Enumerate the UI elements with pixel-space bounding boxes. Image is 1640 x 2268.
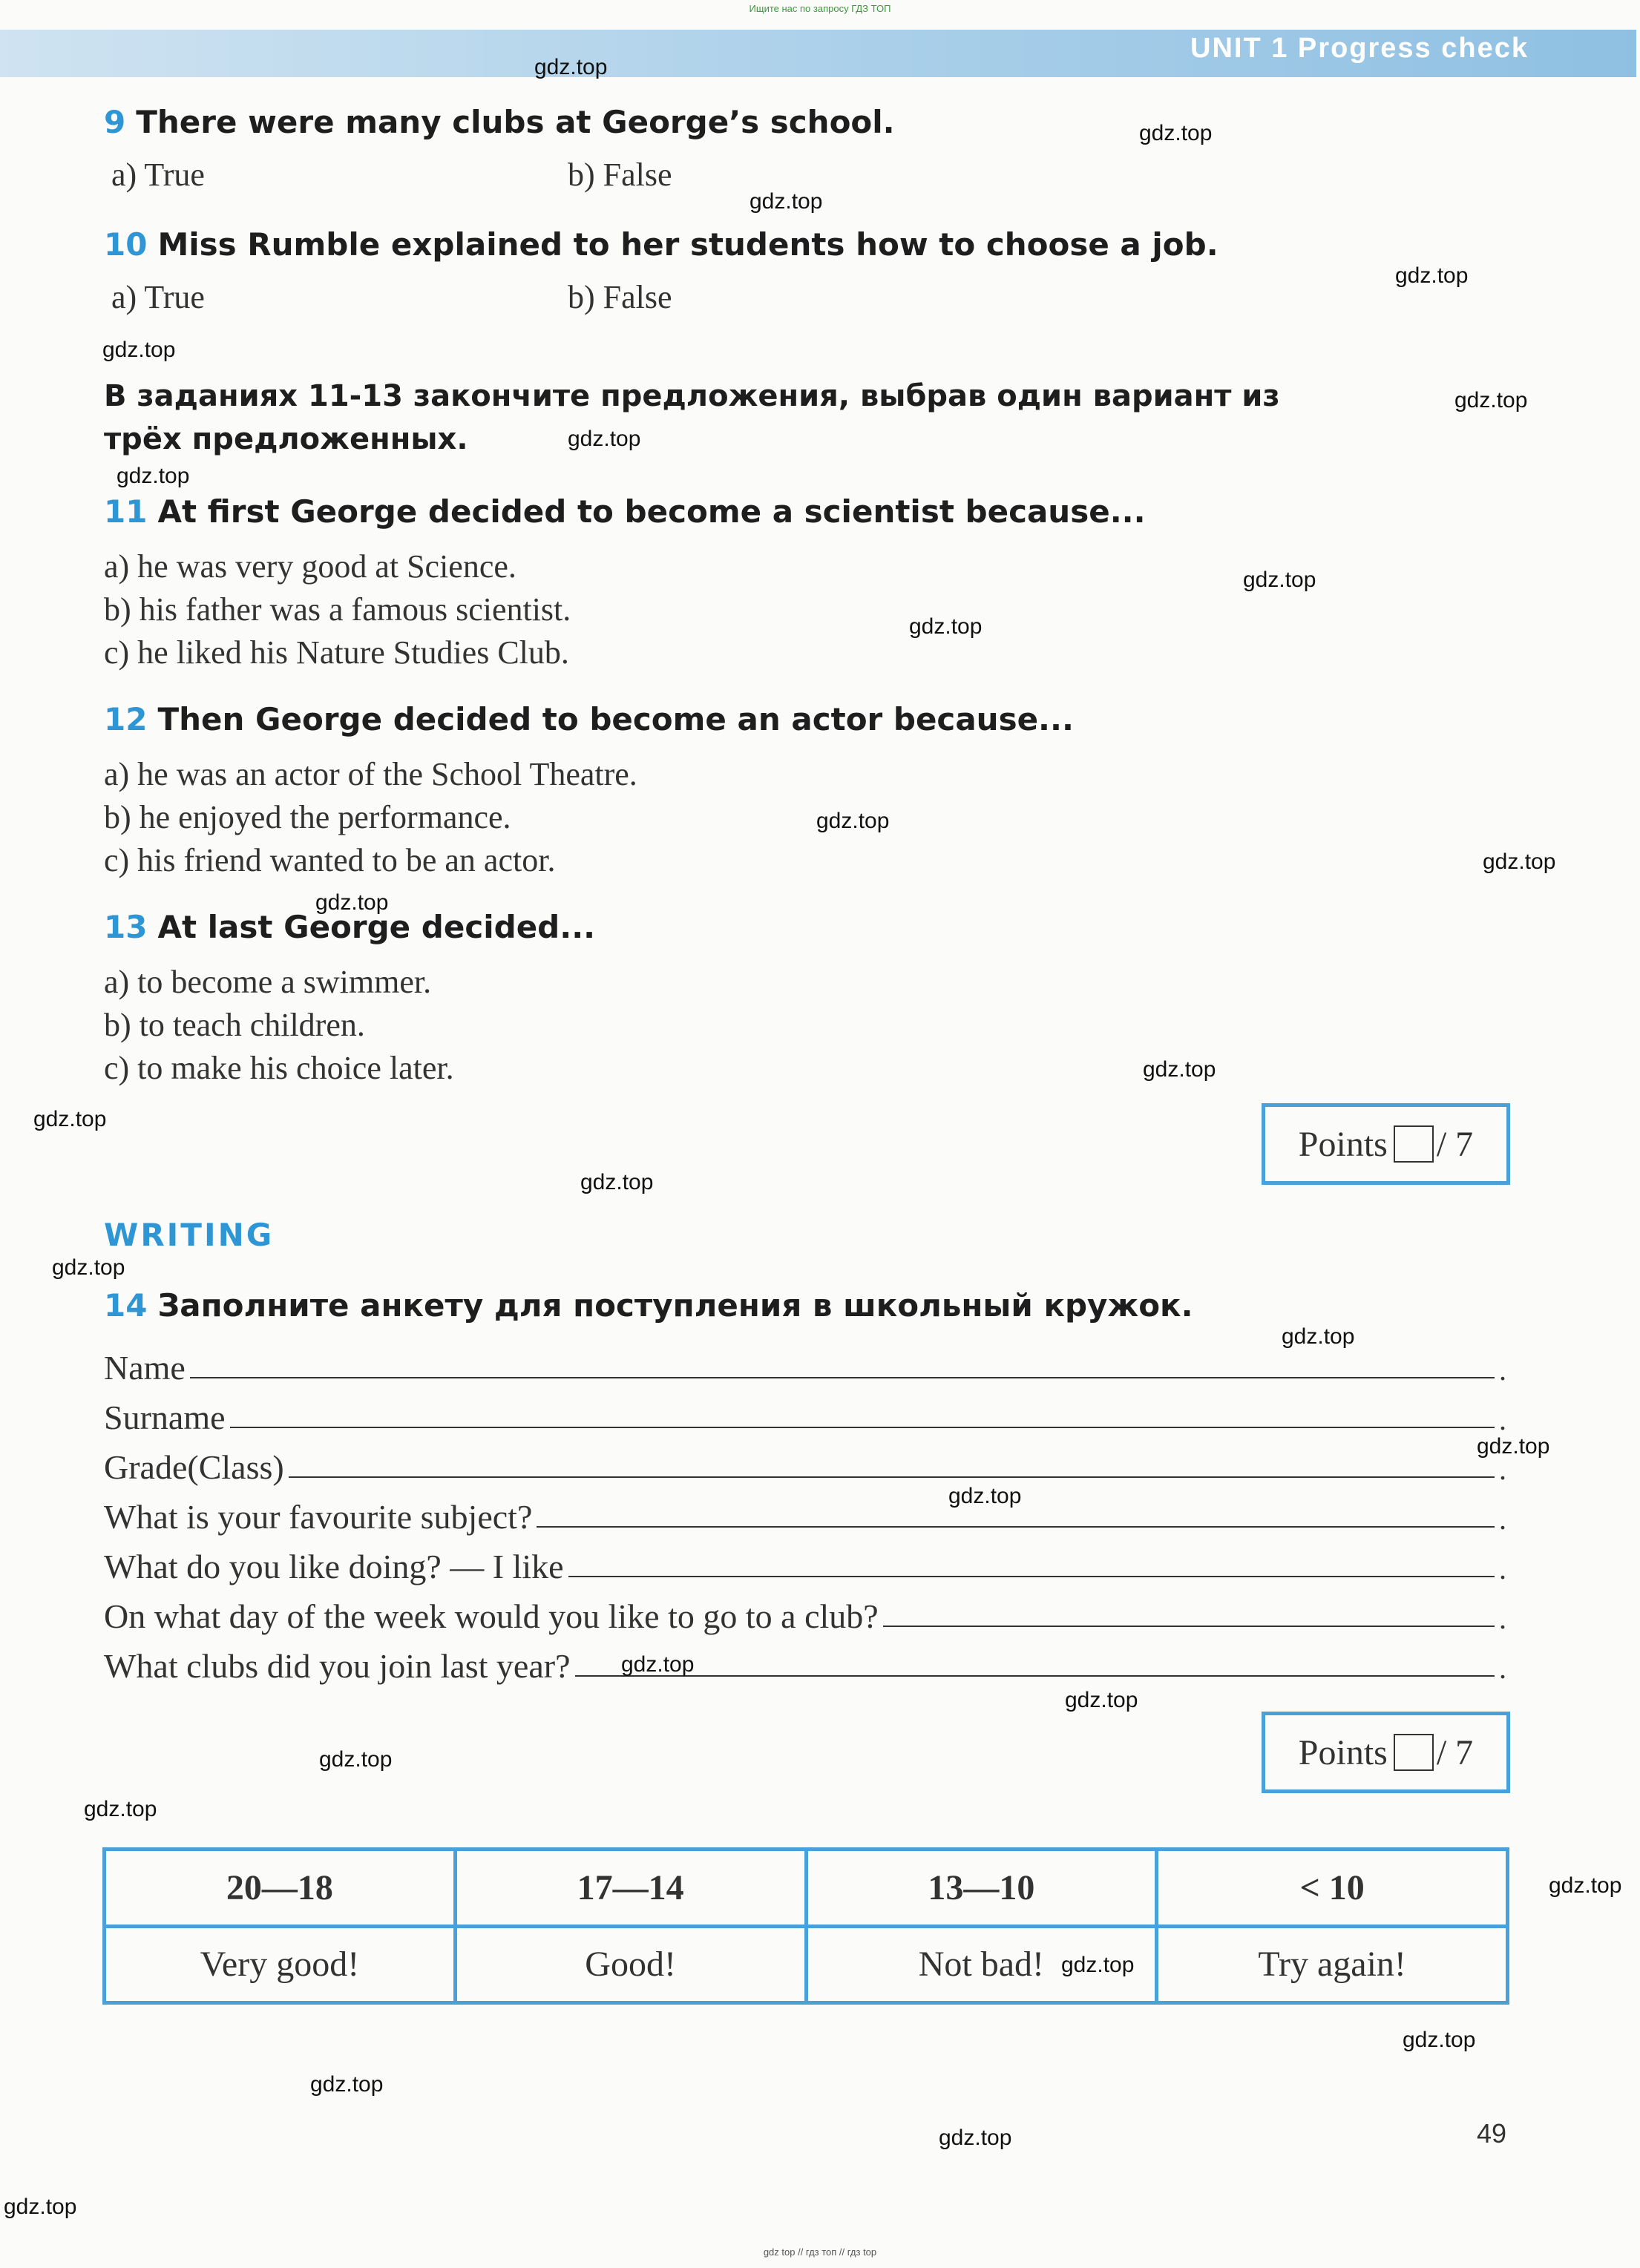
form-field-subject[interactable] [537,1526,1495,1528]
question-number: 12 [104,701,148,737]
watermark: gdz.top [1139,121,1213,145]
form-label: On what day of the week would you like to go to a club? [104,1597,879,1635]
q12-option-b: b) he enjoyed the performance. [104,799,511,835]
watermark: gdz.top [33,1107,107,1131]
q11-option-b: b) his father was a famous scientist. [104,591,571,628]
watermark: gdz.top [1549,1873,1622,1898]
q9-option-a: a) True [111,157,205,193]
form-dot: . [1499,1353,1506,1387]
form-label: What do you like doing? — I like [104,1548,564,1585]
watermark: gdz.top [84,1797,157,1821]
watermark: gdz.top [310,2072,384,2097]
watermark: gdz.top [1061,1953,1135,1977]
form-field-clubs-last-year[interactable] [575,1675,1495,1677]
watermark: gdz.top [750,189,823,214]
points-box-writing [1262,1712,1510,1793]
points-input[interactable] [1394,1125,1434,1163]
watermark: gdz.top [117,464,190,488]
question-text: At first George decided to become a scientist because... [157,493,1146,530]
score-range: 20—18 [105,1850,456,1927]
form-dot: . [1499,1453,1506,1486]
form-dot: . [1499,1651,1506,1685]
question-number: 11 [104,493,148,530]
form-dot: . [1499,1502,1506,1536]
form-row-like-doing [104,1540,1506,1586]
form-dot: . [1499,1552,1506,1585]
watermark: gdz.top [939,2126,1012,2150]
points-label: Points [1298,1732,1388,1772]
watermark: gdz.top [534,55,608,79]
watermark: gdz.top [4,2195,77,2219]
watermark: gdz.top [816,809,890,833]
q13-option-a: a) to become a swimmer. [104,964,432,1000]
q10-option-b: b) False [568,279,672,315]
form-field-name[interactable] [190,1377,1495,1378]
banner-title: UNIT 1 Progress check [1190,33,1529,64]
question-14 [104,1287,1193,1324]
watermark: gdz.top [1143,1057,1216,1082]
watermark: gdz.top [1403,2028,1476,2052]
question-text: At last George decided... [157,909,596,945]
points-input[interactable] [1394,1734,1434,1771]
question-text: There were many clubs at George’s school. [136,104,895,140]
watermark: gdz.top [319,1747,393,1772]
q11-option-a: a) he was very good at Science. [104,548,516,585]
question-11 [104,493,1146,530]
watermark: gdz.top [580,1170,654,1194]
form-field-grade[interactable] [289,1476,1495,1478]
q12-option-a: a) he was an actor of the School Theatre. [104,756,637,792]
score-result: Very good! [105,1926,456,2003]
form-row-club-day [104,1590,1506,1636]
watermark: gdz.top [315,890,389,915]
watermark: gdz.top [568,427,641,451]
points-max: / 7 [1436,1124,1474,1164]
watermark: gdz.top [621,1652,695,1677]
form-field-surname[interactable] [230,1427,1495,1428]
question-number: 14 [104,1287,148,1324]
watermark: gdz.top [1483,849,1556,874]
form-field-club-day[interactable] [883,1626,1495,1627]
instruction-11-13: В заданиях 11-13 закончите предложения, выбрав один вариант из трёх предложенных. [104,379,1280,456]
form-row-clubs-last-year [104,1640,1506,1686]
page-number: 49 [1477,2118,1507,2149]
watermark: gdz.top [909,614,983,639]
top-note: Ищите нас по запросу ГДЗ ТОП [749,3,891,14]
q12-option-c: c) his friend wanted to be an actor. [104,842,556,878]
points-box-reading [1262,1103,1510,1185]
question-10 [104,226,1218,263]
score-range: < 10 [1157,1850,1508,1927]
watermark: gdz.top [102,338,176,362]
points-label: Points [1298,1124,1388,1164]
q10-option-a: a) True [111,279,205,315]
watermark: gdz.top [1454,388,1528,412]
question-text: Then George decided to become an actor because... [157,701,1074,737]
points-max: / 7 [1436,1732,1474,1772]
form-row-grade [104,1441,1506,1487]
watermark: gdz.top [1243,568,1316,592]
question-12 [104,701,1074,737]
form-label: What clubs did you join last year? [104,1647,571,1685]
form-label: Name [104,1349,186,1387]
q13-option-b: b) to teach children. [104,1007,365,1043]
score-range: 13—10 [806,1850,1157,1927]
q9-option-b: b) False [568,157,672,193]
form-label: Surname [104,1398,226,1436]
form-field-like-doing[interactable] [568,1576,1495,1577]
watermark: gdz.top [1282,1324,1355,1349]
form-label: What is your favourite subject? [104,1498,533,1536]
bottom-note: gdz top // гдз топ // гдз top [763,2246,877,2258]
form-dot: . [1499,1403,1506,1436]
q13-option-c: c) to make his choice later. [104,1050,454,1086]
watermark: gdz.top [52,1255,125,1280]
form-row-surname [104,1391,1506,1437]
form-label: Grade(Class) [104,1448,284,1486]
watermark: gdz.top [1477,1434,1550,1459]
score-result: Not bad! [806,1926,1157,2003]
score-table [102,1847,1509,2005]
question-text: Miss Rumble explained to her students how to choose a job. [157,226,1218,263]
score-results-row [105,1926,1508,2003]
section-writing: WRITING [104,1217,275,1253]
q11-option-c: c) he liked his Nature Studies Club. [104,634,569,671]
form-row-subject [104,1490,1506,1536]
question-number: 10 [104,226,148,263]
question-9 [104,104,895,140]
question-text: Заполните анкету для поступления в школьный кружок. [157,1287,1193,1324]
score-result: Try again! [1157,1926,1508,2003]
question-number: 9 [104,104,126,140]
score-ranges-row [105,1850,1508,1927]
watermark: gdz.top [1065,1688,1138,1712]
watermark: gdz.top [948,1484,1022,1508]
score-result: Good! [455,1926,806,2003]
form-dot: . [1499,1602,1506,1635]
question-number: 13 [104,909,148,945]
score-range: 17—14 [455,1850,806,1927]
watermark: gdz.top [1395,263,1469,288]
